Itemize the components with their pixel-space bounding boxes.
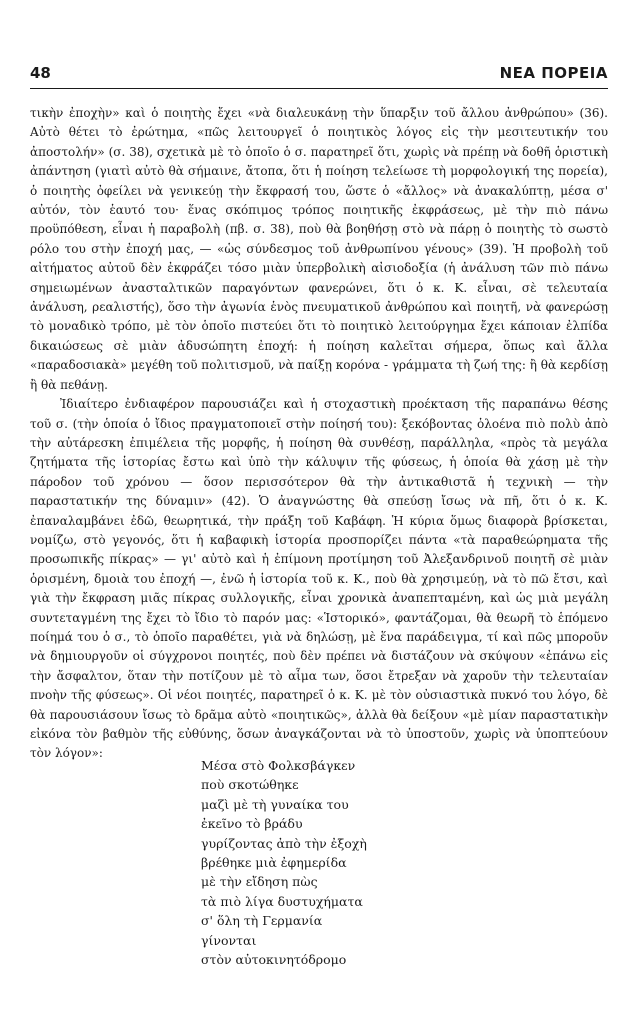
- poem-line: ποὺ σκοτώθηκε: [201, 777, 299, 793]
- poem-line: τὰ πιὸ λίγα δυστυχήματα: [201, 893, 363, 909]
- paragraph-1: τικὴν ἐποχὴν» καὶ ὁ ποιητὴς ἔχει «νὰ διαλευκάνῃ τὴν ὕπαρξιν τοῦ ἄλλου ἀνθρώπου» (36). Αὐτὸ θέτει τὸ ἐρώτημα, «πῶς λειτουργεῖ ὁ ποιητικὸς λόγος εἰς τὴν μεσιτευτικήν του ἀποστολήν» (σ. 38), σχετικὰ μὲ τὸ ὁποῖο ὁ σ. παρατηρεῖ ὅτι, χωρὶς νὰ πρέπῃ νὰ δοθῆ ὁριστικὴ ἀπάντηση (γιατὶ αὐτὸ θὰ σήμαινε, ἄτοπα, ὅτι ἡ ποίηση τελείωσε τὴ μορφολογική της πορεία), ὁ ποιητὴς ὀφείλει νὰ γενικεύῃ τὴν ἔκφρασή του, ὥστε ὁ «ἄλλος» νὰ ἀνακαλύπτῃ, μέσα σ' αὐτόν, τὸν ἑαυτό του· ἕνας σκόπιμος τρόπος ποιητικῆς ἐκφράσεως, μὲ τὴν πιὸ πάνω προϋπόθεση, εἶναι ἡ παραβολὴ (πβ. σ. 38), ποὺ θὰ βοηθήσῃ στὸ νὰ πάρῃ ὁ ποιητὴς τὸ σωστὸ ρόλο του στὴν ἐποχή μας, — «ὡς σύνδεσμος τοῦ ἀνθρωπίνου γένους» (39). Ἡ προβολὴ τοῦ αἰτήματος αὐτοῦ δὲν ἐκφράζει τόσο μιὰν ὑπερβολικὴ αἰσιοδοξία (ἡ ἀνάλυση τῶν πιὸ πάνω σημειωμένων ἀνασταλτικῶν παραγόντων φανερώνει, ὅτι ὁ κ. Κ. εἶναι, σὲ τελευταία ἀνάλυση, ρεαλιστής), ὅσο τὴν ἀγωνία ἑνὸς πνευματικοῦ ἀνθρώπου καὶ ποιητῆ, νὰ φανερώσῃ τὸ μοναδικὸ τρόπο, μὲ τὸν ὁποῖο πιστεύει ὅτι τὸ ποιητικὸ λειτούργημα ἔχει κάποιαν ἐλπίδα δικαιώσεως σὲ μιὰν ἀδυσώπητη ἐποχή: ἡ ποίηση καλεῖται σήμερα, ὅπως καὶ ἄλλα «παραδοσιακὰ» μεγέθη τοῦ πολιτισμοῦ, νὰ παίξῃ κορόνα - γράμματα τὴ ζωή της: ἢ θὰ κερδίσῃ ἢ θὰ πεθάνῃ.: [30, 106, 608, 392]
- poem-line: μὲ τὴν εἴδηση πὼς: [201, 874, 318, 890]
- poem-line: σ' ὅλη τὴ Γερμανία: [201, 913, 323, 929]
- page-number: 48: [30, 64, 51, 82]
- page-header: [30, 64, 608, 89]
- poem-line: Μέσα στὸ Φολκσβάγκεν: [201, 758, 356, 773]
- article-body: [30, 104, 608, 764]
- poem-line: ἐκεῖνο τὸ βράδυ: [201, 816, 303, 832]
- poem-line: μαζὶ μὲ τὴ γυναίκα του: [201, 796, 349, 812]
- journal-title: ΝΕΑ ΠΟΡΕΙΑ: [499, 64, 608, 82]
- paragraph-2: Ἰδιαίτερο ἐνδιαφέρον παρουσιάζει καὶ ἡ στοχαστικὴ προέκταση τῆς παραπάνω θέσης τοῦ σ. (τὴν ὁποία ὁ ἴδιος πραγματοποιεῖ στὴν ποίησή του): ξεκόβοντας ὁλοένα πιὸ πολὺ ἀπὸ τὴν αὐτάρεσκη ἐπιμέλεια τῆς μορφῆς, ἡ ποίηση θὰ συνθέσῃ, παράλληλα, «πρὸς τὰ μεγάλα ζητήματα τῆς ἱστορίας ἔστω καὶ ὑπὸ τὴν κάλυψιν τῆς φύσεως, ἡ ὁποία θὰ χάσῃ μὲ τὴν πάροδον τοῦ χρόνου — ὅσον περισσότερον θὰ τὴν ἀντικαθιστᾶ ἡ τεχνικὴ — τὴν παραστατικήν της δύναμιν» (42). Ὁ ἀναγνώστης θὰ σπεύσῃ ἴσως νὰ πῆ, ὅτι ὁ κ. Κ. ἐπαναλαμβάνει ἐδῶ, θεωρητικά, τὴν πράξη τοῦ Καβάφη. Ἡ κύρια ὅμως διαφορὰ βρίσκεται, νομίζω, στὸ γεγονός, ὅτι ἡ καβαφικὴ ἱστορία προσπορίζει πάντα «τὰ παραθεώρηματα τῆς προσωπικῆς πίκρας» — γι' αὐτὸ καὶ ἡ ἐπίμονη προτίμηση τοῦ Ἀλεξανδρινοῦ ποιητῆ σὲ μιὰν ὁρισμένη, δμοιὰ του ἐποχή —, ἐνῶ ἡ ἱστορία τοῦ κ. Κ., ποὺ θὰ χρησιμεύῃ, νὰ τὸ πῶ ἔτσι, καὶ γιὰ τὴν ἔκφραση μιᾶς πίκρας συλλογικῆς, εἶναι χρονικὰ ἀναπεπταμένη, καὶ ὡς μιὰ μεγάλη συντεταγμένη της ἔχει τὸ ἴδιο τὸ παρόν μας: «Ἱστορικό», φαντάζομαι, θὰ θεωρῆ τὸ ἑπόμενο ποίημά του ὁ σ., τὸ ὁποῖο παραθέτει, γιὰ νὰ δηλώσῃ, μὲ ἕνα παράδειγμα, τί καὶ πῶς μποροῦν νὰ δημιουργοῦν οἱ σύγχρονοι ποιητές, ποὺ δὲν πρέπει νὰ διστάζουν νὰ σκύψουν «ἐπάνω εἰς τὴν ἄσφαλτον, ὅταν τὴν ποτίζουν μὲ τὸ αἷμα των, ὅσοι ἔτρεξαν νὰ χαροῦν τὴν τελευταίαν πνοὴν τῆς φύσεως». Οἱ νέοι ποιητές, παρατηρεῖ ὁ κ. Κ. μὲ τὸν οὐσιαστικὰ πυκνό του λόγο, δὲ θὰ παρουσιάσουν ἴσως τὸ δρᾶμα αὐτὸ «ποιητικῶς», ἀλλὰ θὰ δείξουν «μὲ μίαν παραστατικὴν εἰκόνα τὸν βαθμὸν τῆς εὐθύνης, ὅσων ἀναγκάζονται νὰ τὸ ὑποστοῦν, χωρὶς νὰ ὑποπτεύουν τὸν λόγον»:: [30, 397, 608, 761]
- poem-line: στὸν αὐτοκινητόδρομο: [201, 952, 347, 968]
- poem-line: γυρίζοντας ἀπὸ τὴν ἐξοχὴ: [201, 835, 367, 851]
- quoted-poem: [201, 756, 367, 969]
- poem-line: γίνονται: [201, 932, 257, 948]
- poem-line: βρέθηκε μιὰ ἐφημερίδα: [201, 855, 347, 871]
